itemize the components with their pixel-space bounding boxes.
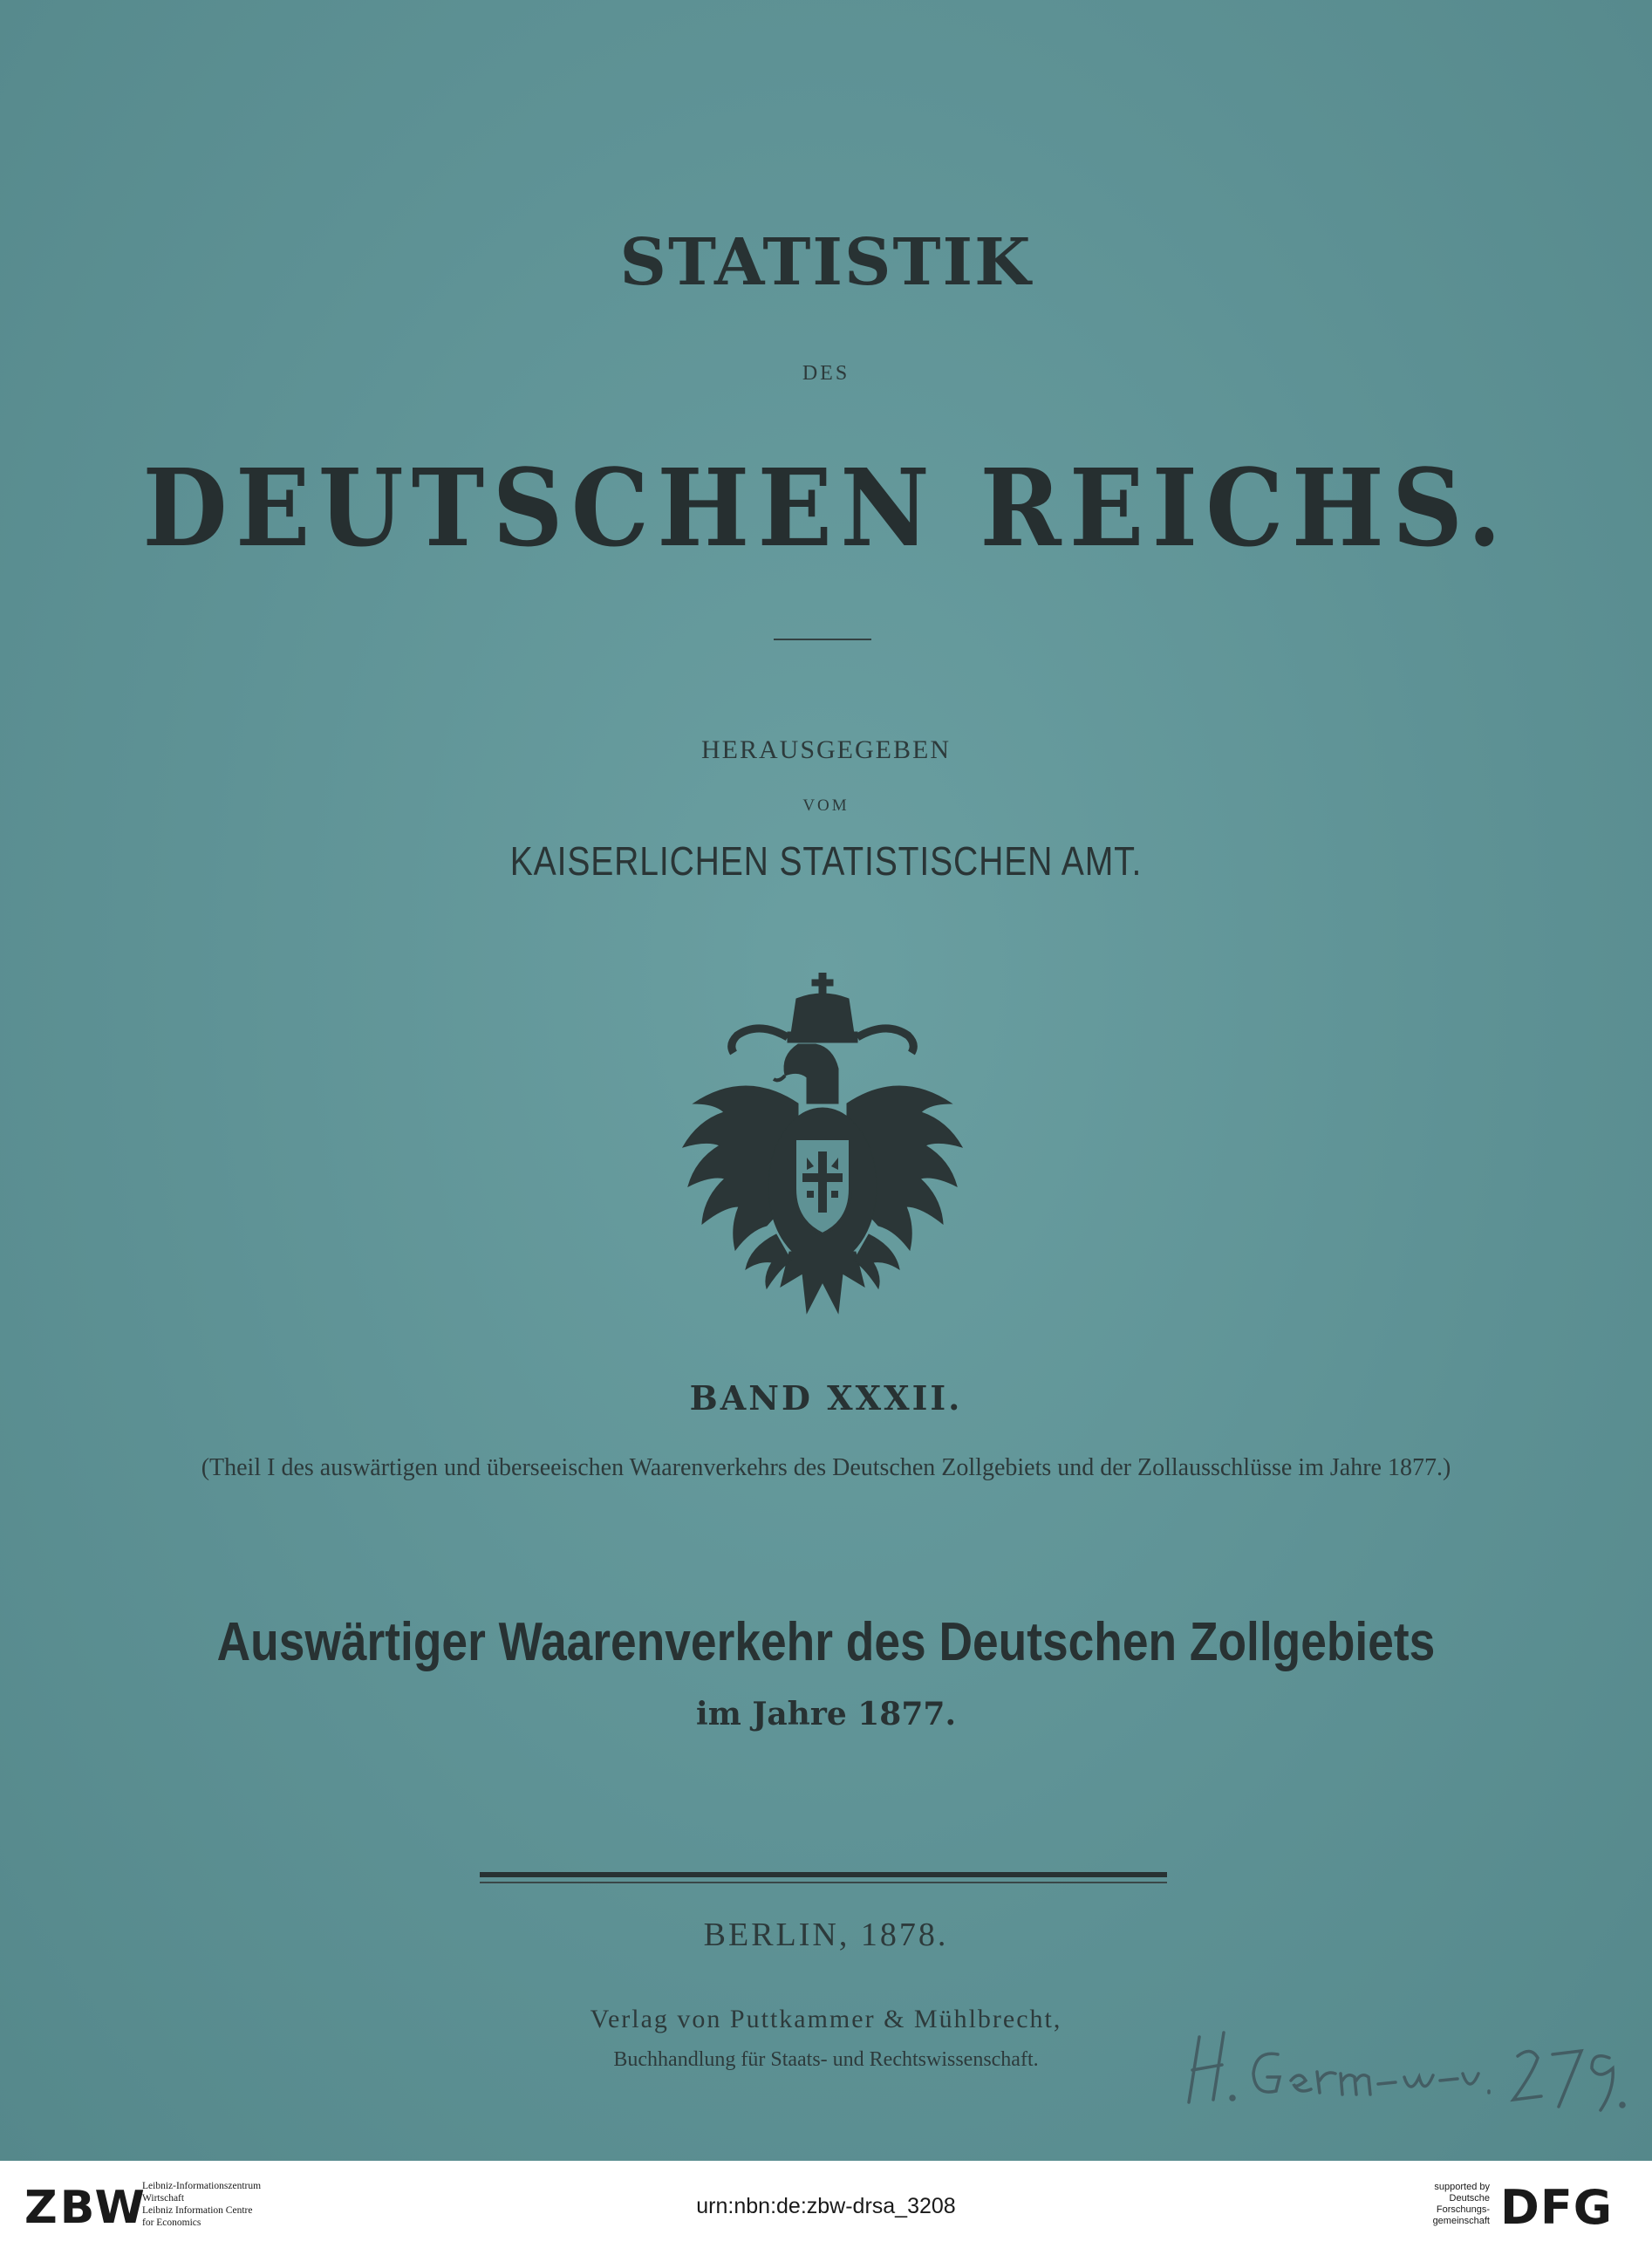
title-des: DES bbox=[802, 362, 850, 385]
vom-label: VOM bbox=[802, 796, 850, 815]
subtitle: Auswärtiger Waarenverkehr des Deutschen Zollgebiets bbox=[216, 1612, 1436, 1672]
dfg-support-line: Deutsche bbox=[1449, 2193, 1490, 2204]
handwritten-shelfmark bbox=[1182, 2019, 1635, 2124]
title-deutschen-reichs: DEUTSCHEN REICHS. bbox=[142, 445, 1510, 571]
urn-identifier: urn:nbn:de:zbw-drsa_3208 bbox=[696, 2194, 956, 2218]
volume-description: (Theil I des auswärtigen und überseeischen Waarenverkehrs des Deutschen Zollgebiets und der Zollausschlüsse im Jahre 1877.) bbox=[201, 1454, 1451, 1481]
volume-number: BAND XXXII. bbox=[689, 1378, 963, 1418]
zbw-logo: ZBW bbox=[24, 2182, 147, 2234]
imperial-eagle-icon bbox=[676, 973, 973, 1317]
zbw-line: for Economics bbox=[142, 2217, 201, 2228]
publisher-office: KAISERLICHEN STATISTISCHEN AMT. bbox=[509, 838, 1143, 884]
divider-short bbox=[774, 639, 871, 640]
zbw-line: Leibniz Information Centre bbox=[142, 2205, 253, 2216]
dfg-logo: DFG bbox=[1500, 2180, 1614, 2235]
zbw-line: Wirtschaft bbox=[142, 2193, 185, 2204]
dfg-support-line: Forschungs- bbox=[1436, 2204, 1490, 2215]
divider-thick bbox=[480, 1872, 1167, 1877]
title-statistik: STATISTIK bbox=[619, 225, 1033, 300]
publisher-subline: Buchhandlung für Staats- und Rechtswissenschaft. bbox=[613, 2048, 1039, 2071]
dfg-support-line: gemeinschaft bbox=[1432, 2216, 1490, 2226]
dfg-support-line: supported by bbox=[1434, 2182, 1490, 2192]
herausgegeben-label: HERAUSGEGEBEN bbox=[701, 735, 951, 764]
dfg-support-text bbox=[1433, 2182, 1490, 2227]
archive-footer bbox=[0, 2161, 1652, 2255]
publisher: Verlag von Puttkammer & Mühlbrecht, bbox=[590, 2005, 1062, 2033]
subtitle-year: im Jahre 1877. bbox=[696, 1696, 956, 1732]
zbw-line: Leibniz-Informationszentrum bbox=[142, 2181, 262, 2191]
divider-thin bbox=[480, 1882, 1167, 1883]
place-and-year: BERLIN, 1878. bbox=[703, 1917, 949, 1953]
